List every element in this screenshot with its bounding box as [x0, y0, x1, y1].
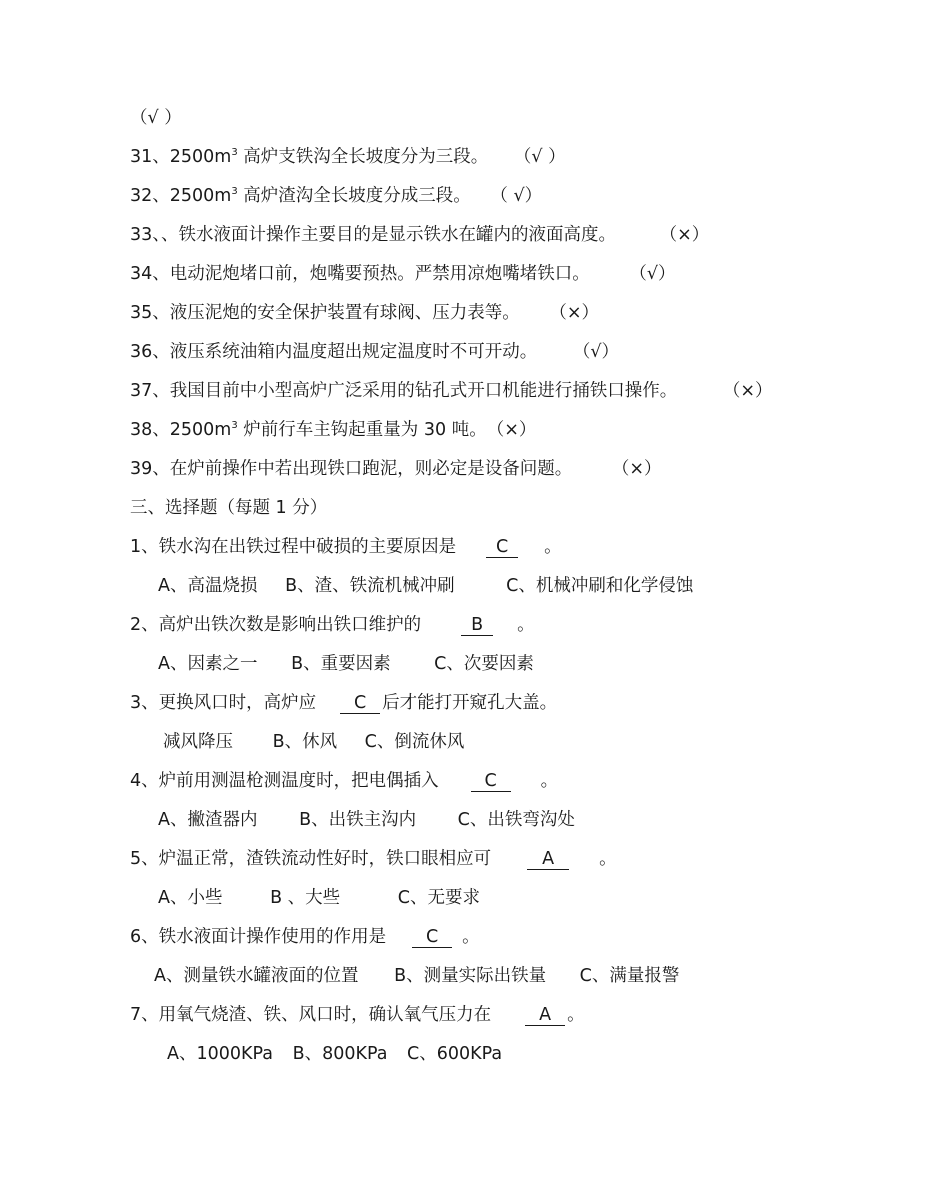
option: 减风降压 — [163, 732, 233, 752]
tf-item-34: 34、电动泥炮堵口前，炮嘴要预热。严禁用凉炮嘴堵铁口。 （√） — [130, 264, 676, 284]
tf-item-31: 31、$2500m^3$ 高炉支铁沟全长坡度分为三段。 （√ ） — [130, 147, 566, 167]
mc-options-1 — [158, 574, 693, 598]
tf-mark: （×） — [722, 381, 773, 401]
mc-question-3: 3、更换风口时，高炉应 C 后才能打开窥孔大盖。 — [130, 693, 558, 713]
option: C、无要求 — [397, 888, 480, 908]
tf-item-37: 37、我国目前中小型高炉广泛采用的钻孔式开口机能进行捅铁口操作。 （×） — [130, 381, 773, 401]
tf-mark: （×） — [486, 420, 537, 440]
option: B、出铁主沟内 — [299, 810, 417, 830]
option: C、机械冲刷和化学侵蚀 — [506, 576, 694, 596]
answer-blank: C — [340, 693, 380, 714]
mc-question-6: 6、铁水液面计操作使用的作用是 C 。 — [130, 927, 480, 947]
mc-question-7: 7、用氧气烧渣、铁、风口时，确认氧气压力在 A 。 — [130, 1005, 585, 1025]
answer-blank: C — [486, 537, 518, 558]
mc-options-3 — [163, 730, 464, 754]
tf-item-36: 36、液压系统油箱内温度超出规定温度时不可开动。 （√） — [130, 342, 620, 362]
option: C、600KPa — [407, 1044, 503, 1064]
option: A、测量铁水罐液面的位置 — [154, 966, 359, 986]
mc-options-7 — [167, 1042, 502, 1066]
option: A、因素之一 — [158, 654, 258, 674]
option: C、满量报警 — [579, 966, 680, 986]
option: B 、大些 — [270, 888, 341, 908]
tf-continuation-mark: （√ ） — [130, 108, 182, 128]
answer-blank: C — [471, 771, 511, 792]
tf-item-38: 38、$2500m^3$ 炉前行车主钩起重量为 30 吨。（×） — [130, 420, 537, 440]
mc-options-2 — [158, 652, 534, 676]
option: C、倒流休风 — [364, 732, 465, 752]
tf-mark: （×） — [659, 225, 710, 245]
tf-item-39: 39、在炉前操作中若出现铁口跑泥，则必定是设备问题。 （×） — [130, 459, 662, 479]
mc-options-4 — [158, 808, 575, 832]
option: B、休风 — [272, 732, 338, 752]
option: B、800KPa — [292, 1044, 388, 1064]
tf-mark: （√） — [572, 342, 620, 362]
option: C、次要因素 — [434, 654, 534, 674]
answer-blank: B — [461, 615, 493, 636]
answer-blank: A — [525, 1005, 565, 1026]
tf-mark: （×） — [611, 459, 662, 479]
option: A、小些 — [158, 888, 223, 908]
tf-mark: （×） — [549, 303, 600, 323]
option: C、出铁弯沟处 — [457, 810, 575, 830]
section-heading: 三、选择题（每题 1 分） — [130, 498, 328, 518]
tf-mark: （ √） — [490, 186, 543, 206]
tf-item-33: 33、、铁水液面计操作主要目的是显示铁水在罐内的液面高度。 （×） — [130, 225, 710, 245]
tf-item-35: 35、液压泥炮的安全保护装置有球阀、压力表等。 （×） — [130, 303, 600, 323]
mc-options-5 — [158, 886, 480, 910]
option: A、撇渣器内 — [158, 810, 258, 830]
answer-blank: A — [527, 849, 569, 870]
option: B、测量实际出铁量 — [394, 966, 547, 986]
option: A、1000KPa — [167, 1044, 273, 1064]
mc-question-2: 2、高炉出铁次数是影响出铁口维护的 B 。 — [130, 615, 535, 635]
tf-mark: （√ ） — [513, 147, 566, 167]
tf-mark: （√） — [629, 264, 676, 284]
mc-question-1: 1、铁水沟在出铁过程中破损的主要原因是 C 。 — [130, 537, 562, 557]
mc-options-6 — [154, 964, 679, 988]
mc-question-4: 4、炉前用测温枪测温度时，把电偶插入 C 。 — [130, 771, 559, 791]
mc-question-5: 5、炉温正常，渣铁流动性好时，铁口眼相应可 A 。 — [130, 849, 617, 869]
answer-blank: C — [412, 927, 452, 948]
option: B、重要因素 — [291, 654, 391, 674]
option: B、渣、铁流机械冲刷 — [285, 576, 455, 596]
tf-item-32: 32、$2500m^3$ 高炉渣沟全长坡度分成三段。 （ √） — [130, 186, 543, 206]
option: A、高温烧损 — [158, 576, 258, 596]
